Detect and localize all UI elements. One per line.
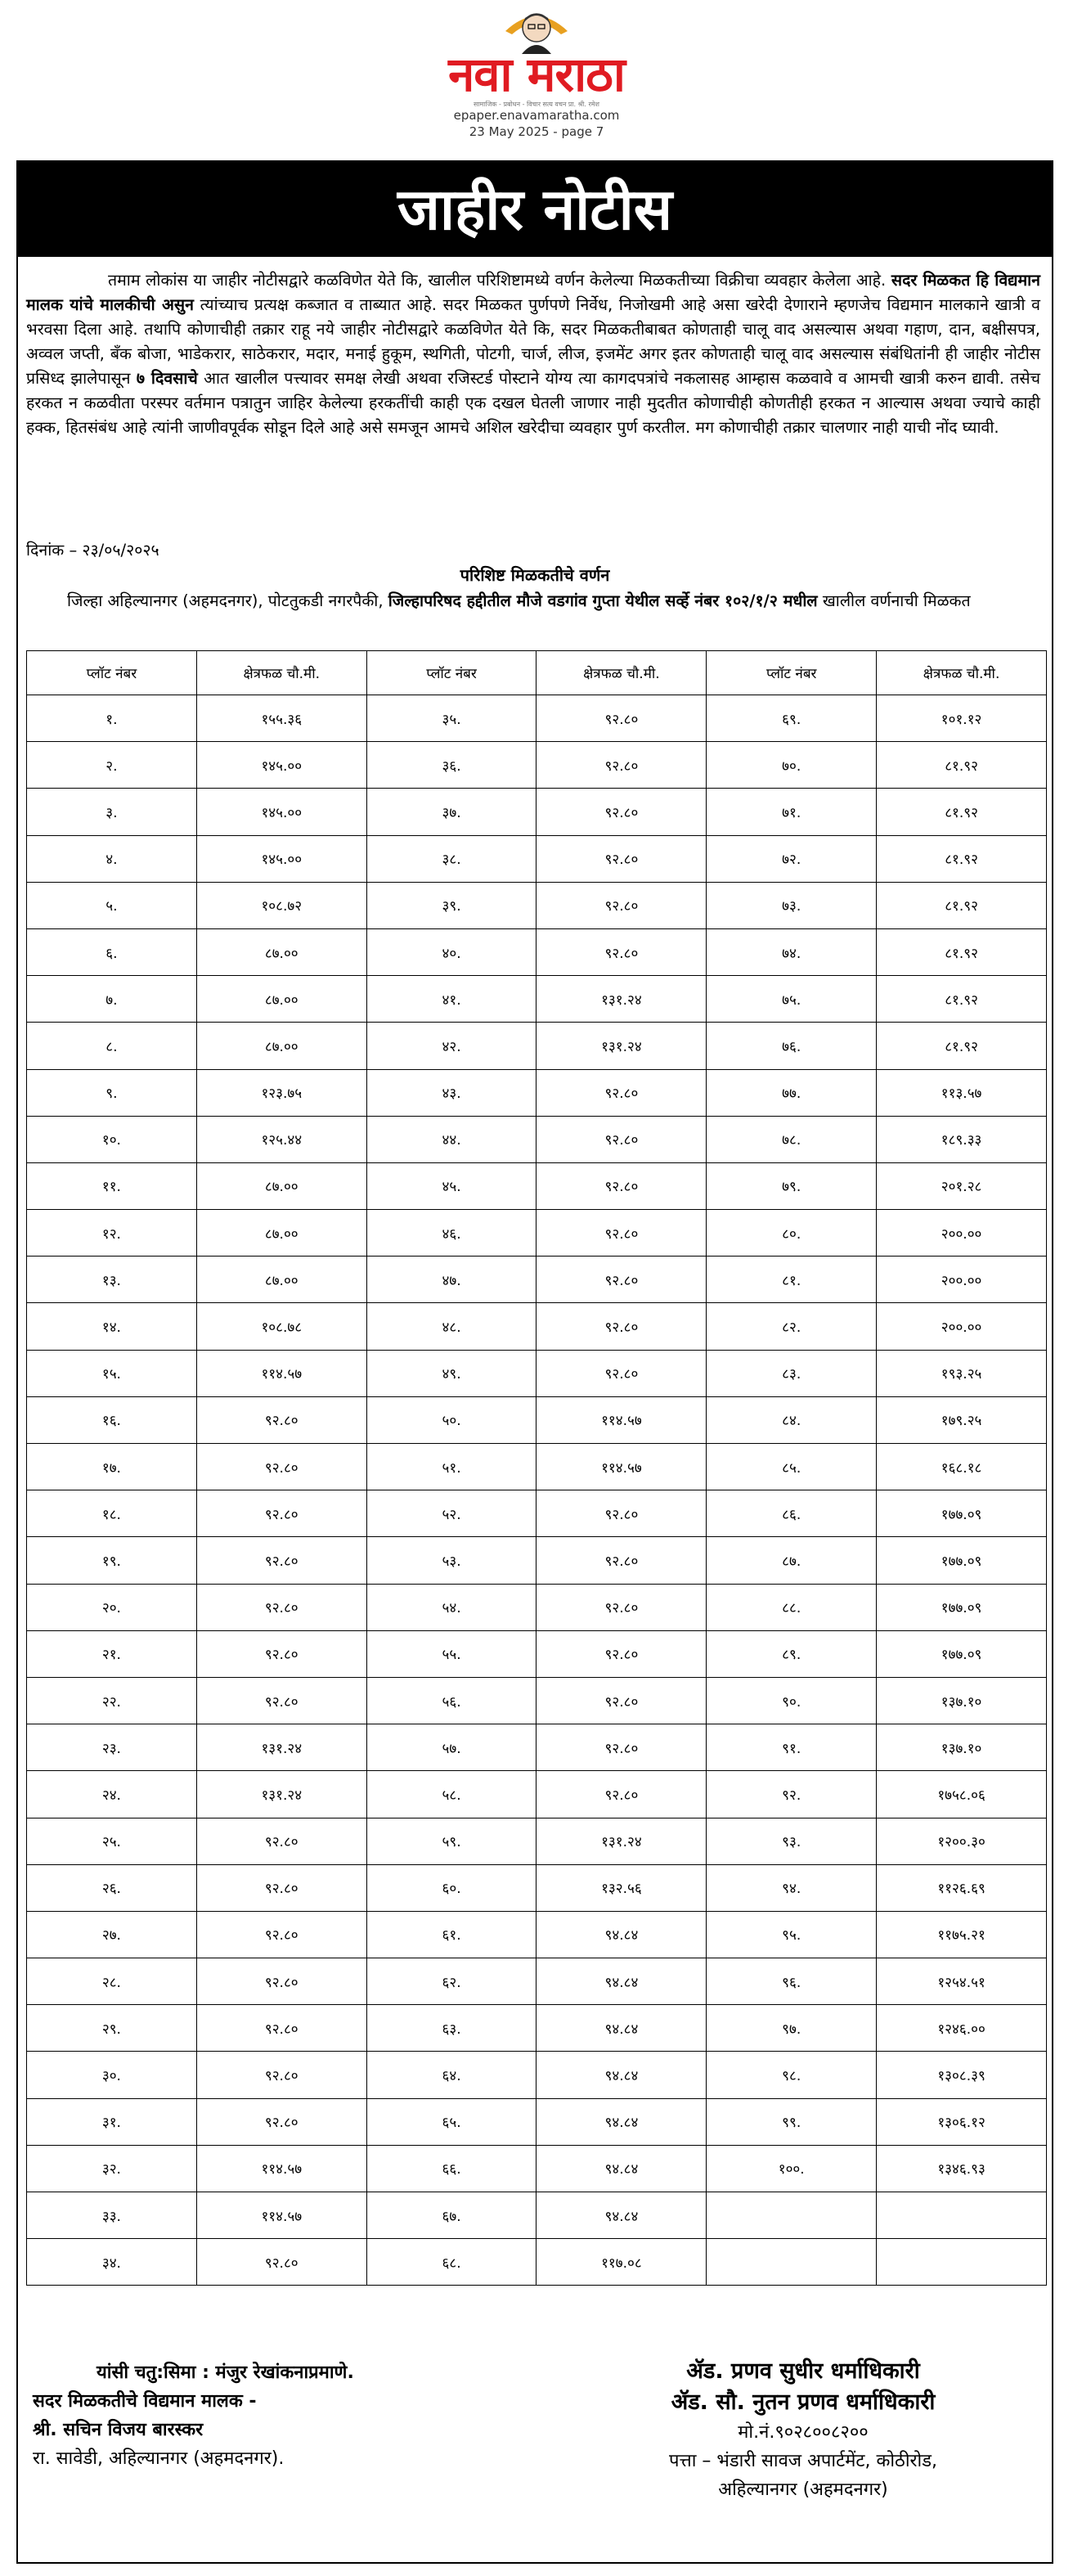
plot-area-cell: ९२.८० [196, 1630, 366, 1677]
plot-number-cell: ९४. [707, 1864, 877, 1911]
plot-area-cell: ११४.५७ [536, 1396, 707, 1443]
plot-number-cell: ९. [27, 1069, 197, 1116]
plot-number-cell: ९०. [707, 1677, 877, 1724]
table-row [27, 1958, 1047, 2005]
table-row [27, 976, 1047, 1023]
plot-number-cell: १९. [27, 1537, 197, 1584]
table-row [27, 1818, 1047, 1864]
plot-area-cell: ९२.८० [536, 789, 707, 835]
plot-area-cell: ९२.८० [536, 1490, 707, 1537]
plot-number-cell: ६४. [366, 2052, 536, 2098]
plot-number-cell: ६७. [366, 2192, 536, 2239]
plot-area-cell: ९४.८४ [536, 1958, 707, 2005]
plot-area-cell: ९४.८४ [536, 2005, 707, 2052]
plot-number-cell: ३३. [27, 2192, 197, 2239]
table-header-row [27, 651, 1047, 695]
edition-date-page: 23 May 2025 - page 7 [469, 124, 604, 139]
plot-number-cell: ३२. [27, 2145, 197, 2192]
plot-area-cell: १३७.१० [877, 1724, 1047, 1771]
logo-tagline: सामाजिक - प्रबोधन - विचार सत्य वचन प्रा. श्री. रमेश [474, 101, 599, 108]
plot-number-cell: २९. [27, 2005, 197, 2052]
logo-wordmark: नवा मराठा [448, 47, 625, 102]
table-row [27, 1677, 1047, 1724]
table-row [27, 789, 1047, 835]
plot-area-cell: ९२.८० [536, 1537, 707, 1584]
plot-number-cell: ५३. [366, 1537, 536, 1584]
plot-number-cell: २२. [27, 1677, 197, 1724]
plot-area-cell: १७९.२५ [877, 1396, 1047, 1443]
table-row [27, 1444, 1047, 1490]
plot-number-cell: ८०. [707, 1210, 877, 1257]
plot-area-cell: ८७.०० [196, 1023, 366, 1069]
plot-area-cell: १३१.२४ [536, 976, 707, 1023]
plot-area-cell: ११४.५७ [196, 1350, 366, 1396]
table-row [27, 2239, 1047, 2286]
schedule-title: परिशिष्ट मिळकतीचे वर्णन [460, 565, 610, 585]
plot-number-cell: ८३. [707, 1350, 877, 1396]
table-row [27, 1537, 1047, 1584]
plot-area-cell: ९४.८४ [536, 2192, 707, 2239]
advocate-mobile: मो.नं.९०२८००८२०० [738, 2422, 869, 2443]
plot-number-cell: ५७. [366, 1724, 536, 1771]
plot-number-cell: १७. [27, 1444, 197, 1490]
table-row [27, 2098, 1047, 2145]
plot-area-cell: २००.०० [877, 1303, 1047, 1350]
plot-number-cell: ७२. [707, 835, 877, 882]
plot-number-cell: ३५. [366, 695, 536, 742]
plot-number-cell: ५०. [366, 1396, 536, 1443]
table-row [27, 1116, 1047, 1162]
table-row [27, 928, 1047, 975]
plot-number-cell: १४. [27, 1303, 197, 1350]
table-row [27, 2145, 1047, 2192]
plot-number-cell: ७७. [707, 1069, 877, 1116]
plot-number-cell: १५. [27, 1350, 197, 1396]
plot-number-cell: ९५. [707, 1911, 877, 1958]
plot-number-cell: ४३. [366, 1069, 536, 1116]
plot-area-cell: ८१.९२ [877, 928, 1047, 975]
plot-area-cell: १२५४.५१ [877, 1958, 1047, 2005]
masthead [0, 0, 1073, 155]
plot-area-cell: ९२.८० [536, 1257, 707, 1303]
plot-number-cell: ७४. [707, 928, 877, 975]
plot-number-cell: २१. [27, 1630, 197, 1677]
plot-area-cell: १४५.०० [196, 835, 366, 882]
plot-number-cell: ६५. [366, 2098, 536, 2145]
plot-number-cell [707, 2239, 877, 2286]
plot-area-cell: ११७.०८ [536, 2239, 707, 2286]
plot-number-cell: ६८. [366, 2239, 536, 2286]
plot-area-table [26, 650, 1047, 2286]
plot-area-cell: ९४.८४ [536, 2145, 707, 2192]
plot-area-cell: ९२.८० [196, 2239, 366, 2286]
plot-number-cell: ८५. [707, 1444, 877, 1490]
plot-area-cell: ८७.०० [196, 1257, 366, 1303]
plot-area-cell: ८१.९२ [877, 1023, 1047, 1069]
plot-area-cell: ९२.८० [196, 1864, 366, 1911]
table-row [27, 1350, 1047, 1396]
schedule-part-a: जिल्हा अहिल्यानगर (अहमदनगर), पोटतुकडी नगरपैकी, [67, 591, 388, 610]
plot-number-cell: ५९. [366, 1818, 536, 1864]
plot-area-cell: ९२.८० [196, 1958, 366, 2005]
plot-number-cell: ९१. [707, 1724, 877, 1771]
plot-area-cell: १६८.१८ [877, 1444, 1047, 1490]
plot-number-cell: ५४. [366, 1584, 536, 1630]
plot-number-cell: ८९. [707, 1630, 877, 1677]
notice-title: जाहीर नोटीस [18, 162, 1052, 257]
plot-area-cell: १७७.०९ [877, 1537, 1047, 1584]
plot-area-cell: १२४६.०० [877, 2005, 1047, 2052]
plot-area-cell: ९२.८० [196, 2098, 366, 2145]
plot-area-cell: १०१.१२ [877, 695, 1047, 742]
plot-area-cell: २००.०० [877, 1210, 1047, 1257]
plot-area-cell: १०८.७२ [196, 882, 366, 928]
plot-number-cell: १२. [27, 1210, 197, 1257]
plot-number-cell: ३०. [27, 2052, 197, 2098]
plot-number-cell: ३७. [366, 789, 536, 835]
schedule-description [26, 589, 1040, 614]
header-plot-no: प्लॉट नंबर [707, 651, 877, 695]
plot-number-cell: २५. [27, 1818, 197, 1864]
plot-area-cell [877, 2192, 1047, 2239]
plot-number-cell: ७९. [707, 1162, 877, 1209]
header-plot-no: प्लॉट नंबर [366, 651, 536, 695]
plot-number-cell: ९२. [707, 1771, 877, 1818]
table-row [27, 2192, 1047, 2239]
owner-name: श्री. सचिन विजय बारस्कर [33, 2420, 204, 2440]
plot-number-cell: ९३. [707, 1818, 877, 1864]
plot-area-cell: ९२.८० [536, 695, 707, 742]
table-row [27, 2052, 1047, 2098]
plot-number-cell: ७८. [707, 1116, 877, 1162]
plot-number-cell: ९९. [707, 2098, 877, 2145]
plot-area-cell: १७७.०९ [877, 1630, 1047, 1677]
plot-area-cell: १७५८.०६ [877, 1771, 1047, 1818]
table-row [27, 1162, 1047, 1209]
plot-area-cell: ९२.८० [536, 1677, 707, 1724]
plot-number-cell: ४५. [366, 1162, 536, 1209]
plot-area-cell: ८७.०० [196, 1162, 366, 1209]
plot-number-cell: ५८. [366, 1771, 536, 1818]
plot-area-cell: ९२.८० [536, 882, 707, 928]
plot-area-cell: १२००.३० [877, 1818, 1047, 1864]
plot-area-cell: ९२.८० [196, 1490, 366, 1537]
plot-number-cell: ४१. [366, 976, 536, 1023]
plot-number-cell: ३४. [27, 2239, 197, 2286]
plot-area-cell: ९२.८० [536, 1584, 707, 1630]
plot-area-cell: १३१.२४ [196, 1771, 366, 1818]
plot-number-cell: ५. [27, 882, 197, 928]
owner-label: सदर मिळकतीचे विद्यमान मालक - [33, 2391, 257, 2412]
plot-area-cell: १३०६.१२ [877, 2098, 1047, 2145]
plot-area-cell: ९२.८० [196, 1584, 366, 1630]
plot-area-cell: १३७.१० [877, 1677, 1047, 1724]
plot-number-cell: ३. [27, 789, 197, 835]
plot-number-cell: २४. [27, 1771, 197, 1818]
plot-area-cell: ९२.८० [536, 1630, 707, 1677]
plot-number-cell: ६१. [366, 1911, 536, 1958]
plot-number-cell: ८१. [707, 1257, 877, 1303]
plot-area-cell: ११७५.२१ [877, 1911, 1047, 1958]
plot-number-cell: ४. [27, 835, 197, 882]
plot-area-cell: २००.०० [877, 1257, 1047, 1303]
table-row [27, 1724, 1047, 1771]
plot-number-cell: ५१. [366, 1444, 536, 1490]
body-bold-days: ७ दिवसाचे [136, 369, 198, 388]
plot-area-cell: ९२.८० [536, 1069, 707, 1116]
plot-number-cell: ८२. [707, 1303, 877, 1350]
plot-number-cell: ७५. [707, 976, 877, 1023]
plot-area-cell: १४५.०० [196, 742, 366, 789]
plot-number-cell: २८. [27, 1958, 197, 2005]
plot-area-cell: ८१.९२ [877, 789, 1047, 835]
plot-number-cell: ६९. [707, 695, 877, 742]
plot-number-cell: ८. [27, 1023, 197, 1069]
plot-area-cell: ९२.८० [196, 2052, 366, 2098]
plot-number-cell: १००. [707, 2145, 877, 2192]
plot-area-cell: ९४.८४ [536, 1911, 707, 1958]
plot-number-cell: ४६. [366, 1210, 536, 1257]
plot-number-cell: २७. [27, 1911, 197, 1958]
plot-number-cell: ९६. [707, 1958, 877, 2005]
advocate-details [558, 2356, 1048, 2504]
plot-area-cell: १३१.२४ [196, 1724, 366, 1771]
plot-area-cell: १२३.७५ [196, 1069, 366, 1116]
plot-number-cell: ३९. [366, 882, 536, 928]
plot-number-cell: ११. [27, 1162, 197, 1209]
table-row [27, 1257, 1047, 1303]
plot-area-cell: १४५.०० [196, 789, 366, 835]
table-row [27, 2005, 1047, 2052]
plot-number-cell: ७३. [707, 882, 877, 928]
plot-number-cell: ७६. [707, 1023, 877, 1069]
plot-area-cell: ९२.८० [536, 1210, 707, 1257]
plot-area-cell: ८१.९२ [877, 976, 1047, 1023]
table-row [27, 1771, 1047, 1818]
plot-number-cell: ४८. [366, 1303, 536, 1350]
plot-area-cell: ९२.८० [536, 1724, 707, 1771]
plot-number-cell: ४०. [366, 928, 536, 975]
schedule-part-b: खालील वर्णनाची मिळकत [817, 591, 971, 610]
body-part-b: त्यांच्याच प्रत्यक्ष कब्जात व ताब्यात आहे. सदर मिळकत पुर्णपणे निर्वेध, निजोखमी आहे असा खरेदी देणाराने म्हणजेच विद्यमान मालकाने खात्री व भरवसा दिला आहे. तथापि कोणाचीही तक्रार राहू नये जाहीर नोटीसद्वारे कळविणेत येते कि, सदर मिळकतीबाबत कोणताही चालू वाद असल्यास अथवा गहाण, दान, बक्षीसपत्र, अव्वल जप्ती, बँक बोजा, भाडेकरार, साठेकरार, मदार, मनाई हुकूम, स्थगिती, पोटगी, चार्ज, लीज, इजमेंट अगर इतर कोणताही चालू वाद असल्यास संबंधितांनी ही जाहीर नोटीस प्रसिध्द झालेपासून [26, 295, 1040, 388]
plot-area-cell [877, 2239, 1047, 2286]
body-part-a: तमाम लोकांस या जाहीर नोटीसद्वारे कळविणेत येते कि, खालील परिशिष्टामध्ये वर्णन केलेल्या मिळकतीच्या विक्रीचा व्यवहार केलेला आहे. [108, 271, 891, 290]
plot-area-cell: १७७.०९ [877, 1490, 1047, 1537]
plot-area-cell: ९४.८४ [536, 2052, 707, 2098]
plot-area-cell: ११४.५७ [196, 2192, 366, 2239]
plot-number-cell: १०. [27, 1116, 197, 1162]
table-row [27, 835, 1047, 882]
table-row [27, 1210, 1047, 1257]
plot-number-cell: २६. [27, 1864, 197, 1911]
plot-number-cell: ६२. [366, 1958, 536, 2005]
table-row [27, 1630, 1047, 1677]
plot-area-cell: ८७.०० [196, 976, 366, 1023]
public-notice [16, 160, 1053, 2564]
advocate-name-2: ॲड. सौ. नुतन प्रणव धर्माधिकारी [671, 2389, 936, 2415]
plot-area-cell: १७७.०९ [877, 1584, 1047, 1630]
table-row [27, 1303, 1047, 1350]
plot-area-cell: ९२.८० [196, 1444, 366, 1490]
plot-area-cell: ९२.८० [536, 1162, 707, 1209]
plot-area-cell: ८१.९२ [877, 882, 1047, 928]
table-row [27, 1069, 1047, 1116]
plot-area-cell: १३१.२४ [536, 1023, 707, 1069]
plot-number-cell: ९७. [707, 2005, 877, 2052]
plot-area-cell: ९२.८० [536, 1303, 707, 1350]
plot-number-cell: ३६. [366, 742, 536, 789]
plot-area-cell: १८९.३३ [877, 1116, 1047, 1162]
plot-number-cell: १. [27, 695, 197, 742]
plot-area-cell: ९२.८० [536, 835, 707, 882]
notice-body [26, 268, 1040, 440]
table-row [27, 742, 1047, 789]
header-area: क्षेत्रफळ चौ.मी. [877, 651, 1047, 695]
plot-number-cell: ३८. [366, 835, 536, 882]
header-area: क्षेत्रफळ चौ.मी. [196, 651, 366, 695]
plot-number-cell: १३. [27, 1257, 197, 1303]
plot-area-cell: ९४.८४ [536, 2098, 707, 2145]
plot-area-cell: ११४.५७ [196, 2145, 366, 2192]
plot-number-cell: ४९. [366, 1350, 536, 1396]
plot-area-cell: १३१.२४ [536, 1818, 707, 1864]
plot-number-cell: ९८. [707, 2052, 877, 2098]
plot-area-cell: ९२.८० [536, 1771, 707, 1818]
plot-number-cell: ४४. [366, 1116, 536, 1162]
plot-area-cell: ८१.९२ [877, 835, 1047, 882]
plot-area-cell: ९२.८० [196, 1677, 366, 1724]
table-row [27, 882, 1047, 928]
table-row [27, 1490, 1047, 1537]
newspaper-logo [409, 7, 664, 108]
plot-number-cell: ७. [27, 976, 197, 1023]
plot-area-cell: ९२.८० [196, 1818, 366, 1864]
plot-area-cell: ९२.८० [536, 1350, 707, 1396]
plot-number-cell: २. [27, 742, 197, 789]
plot-area-cell: ८७.०० [196, 928, 366, 975]
plot-number-cell: ४२. [366, 1023, 536, 1069]
plot-area-cell: १०८.७८ [196, 1303, 366, 1350]
plot-number-cell [707, 2192, 877, 2239]
plot-number-cell: ८७. [707, 1537, 877, 1584]
plot-area-cell: १३२.५६ [536, 1864, 707, 1911]
epaper-site: epaper.enavamaratha.com [453, 108, 620, 123]
plot-number-cell: १८. [27, 1490, 197, 1537]
plot-number-cell: ३१. [27, 2098, 197, 2145]
table-row [27, 1023, 1047, 1069]
plot-area-cell: ९२.८० [536, 928, 707, 975]
plot-area-cell: १९३.२५ [877, 1350, 1047, 1396]
plot-number-cell: ७०. [707, 742, 877, 789]
plot-number-cell: ४७. [366, 1257, 536, 1303]
owner-details [33, 2358, 540, 2473]
plot-number-cell: २०. [27, 1584, 197, 1630]
plot-area-cell: ८७.०० [196, 1210, 366, 1257]
plot-number-cell: ८४. [707, 1396, 877, 1443]
table-row [27, 1396, 1047, 1443]
body-bold-owner: सदर मिळकत हि विद्यमान मालक यांचे मालकीची असुन [26, 271, 1040, 314]
advocate-name-1: ॲड. प्रणव सुधीर धर्माधिकारी [686, 2358, 920, 2384]
table-row [27, 695, 1047, 742]
advocate-address-2: अहिल्यानगर (अहमदनगर) [718, 2479, 888, 2500]
plot-area-cell: ११४.५७ [536, 1444, 707, 1490]
table-row [27, 1911, 1047, 1958]
plot-number-cell: ६. [27, 928, 197, 975]
plot-number-cell: ६६. [366, 2145, 536, 2192]
header-plot-no: प्लॉट नंबर [27, 651, 197, 695]
plot-number-cell: ५२. [366, 1490, 536, 1537]
table-row [27, 1584, 1047, 1630]
advocate-address-1: पत्ता – भंडारी सावज अपार्टमेंट, कोठीरोड, [669, 2451, 937, 2471]
plot-area-cell: ११२६.६९ [877, 1864, 1047, 1911]
plot-number-cell: ५६. [366, 1677, 536, 1724]
plot-area-cell: ९२.८० [196, 1911, 366, 1958]
notice-date: दिनांक – २३/०५/२०२५ [26, 541, 159, 560]
body-part-c: आत खालील पत्त्यावर समक्ष लेखी अथवा रजिस्टर्ड पोस्टाने योग्य त्या कागदपत्रांचे नकलासह आम्हास कळवावे व आमची खात्री करुन द्यावी. तसेच हरकत न कळवीता परस्पर वर्तमान पत्रातुन जाहिर केलेल्या हरकतींची काही एक दखल घेतली जाणार नाही मुदतीत कोणाचीही कोणतीही हरकत न आल्यास अथवा ज्याचे काही हक्क, हितसंबंध आहे त्यांनी जाणीवपूर्वक सोडून दिले आहे असे समजून आमचे अशिल खरेदीचा व्यवहार पुर्ण करतील. मग कोणाचीही तक्रार चालणार नाही याची नोंद घ्यावी. [26, 369, 1040, 437]
plot-area-cell: १३४६.९३ [877, 2145, 1047, 2192]
plot-number-cell: ६०. [366, 1864, 536, 1911]
plot-number-cell: ५५. [366, 1630, 536, 1677]
plot-area-cell: ९२.८० [536, 742, 707, 789]
plot-area-cell: ११३.५७ [877, 1069, 1047, 1116]
plot-number-cell: १६. [27, 1396, 197, 1443]
owner-residence: रा. सावेडी, अहिल्यानगर (अहमदनगर). [33, 2448, 285, 2469]
boundaries-line: यांसी चतु:सिमा : मंजुर रेखांकनाप्रमाणे. [97, 2362, 354, 2383]
plot-number-cell: ७१. [707, 789, 877, 835]
schedule-bold: जिल्हापरिषद हद्दीतील मौजे वडगांव गुप्ता येथील सर्व्हे नंबर १०२/१/२ मधील [388, 591, 818, 610]
plot-number-cell: ६३. [366, 2005, 536, 2052]
plot-area-cell: १२५.४४ [196, 1116, 366, 1162]
plot-area-cell: ९२.८० [196, 1396, 366, 1443]
table-body [27, 695, 1047, 2286]
plot-area-cell: १३०८.३९ [877, 2052, 1047, 2098]
plot-area-cell: २०१.२८ [877, 1162, 1047, 1209]
plot-area-cell: १५५.३६ [196, 695, 366, 742]
plot-number-cell: २३. [27, 1724, 197, 1771]
plot-area-cell: ९२.८० [196, 1537, 366, 1584]
plot-number-cell: ८६. [707, 1490, 877, 1537]
table-row [27, 1864, 1047, 1911]
plot-number-cell: ८८. [707, 1584, 877, 1630]
header-area: क्षेत्रफळ चौ.मी. [536, 651, 707, 695]
plot-area-cell: ९२.८० [536, 1116, 707, 1162]
plot-area-cell: ८१.९२ [877, 742, 1047, 789]
plot-area-cell: ९२.८० [196, 2005, 366, 2052]
